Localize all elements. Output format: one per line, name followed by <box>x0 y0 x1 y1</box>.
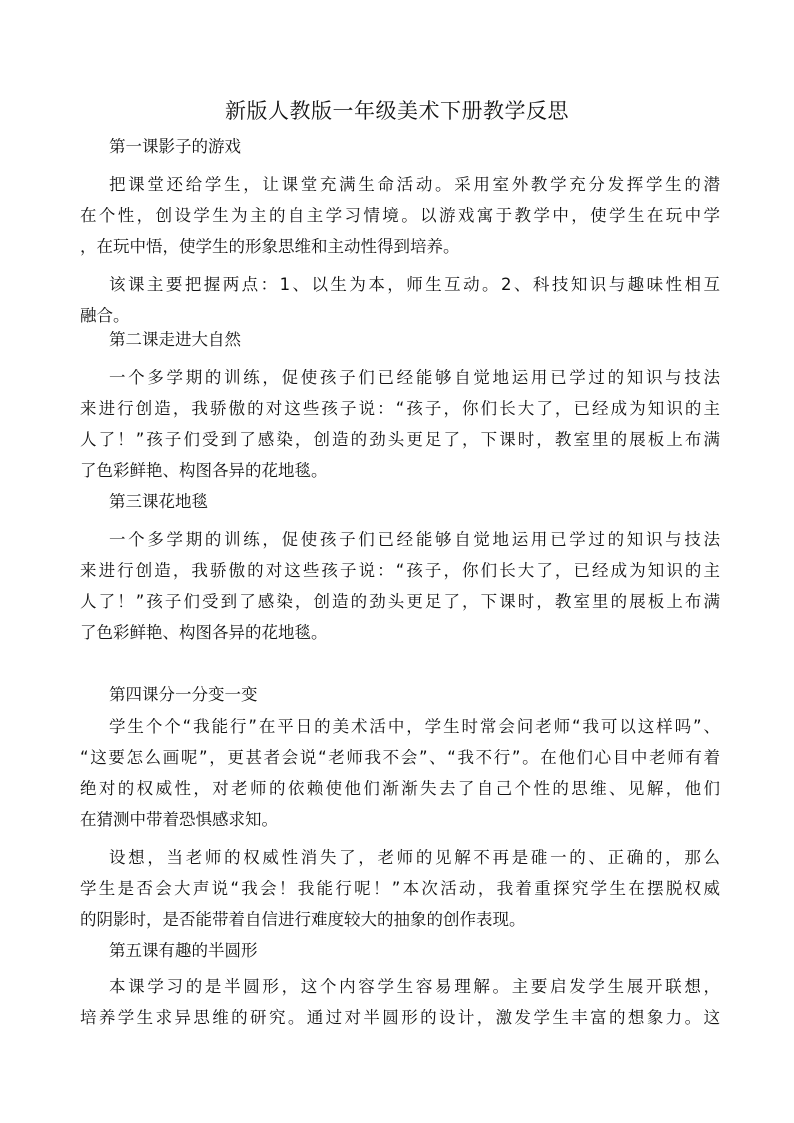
paragraph-line: 来进行创造，我骄傲的对这些孩子说：“孩子，你们长大了，已经成为知识的主 <box>80 561 720 580</box>
paragraph-line: 在猜测中带着恐惧感求知。 <box>80 810 278 829</box>
lesson-4-heading: 第四课分一分变一变 <box>109 685 258 704</box>
lesson-2-heading: 第二课走进大自然 <box>109 330 241 349</box>
paragraph-line: 在个性，创设学生为主的自主学习情境。以游戏寓于教学中，使学生在玩中学 <box>80 206 720 225</box>
paragraph-line: ，在玩中悟，使学生的形象思维和主动性得到培养。 <box>80 237 460 256</box>
paragraph-line: 来进行创造，我骄傲的对这些孩子说：“孩子，你们长大了，已经成为知识的主 <box>80 399 720 418</box>
paragraph-line: 了色彩鲜艳、构图各异的花地毯。 <box>80 623 328 642</box>
paragraph-line: 学生个个“我能行”在平日的美术活中，学生时常会问老师“我可以这样吗”、 <box>109 717 720 736</box>
paragraph-line: 培养学生求异思维的研究。通过对半圆形的设计，激发学生丰富的想象力。这 <box>80 1008 720 1027</box>
lesson-1-heading: 第一课影子的游戏 <box>109 137 241 156</box>
paragraph-line: 融合。 <box>80 306 130 325</box>
paragraph-line: 把课堂还给学生，让课堂充满生命活动。采用室外教学充分发挥学生的潜 <box>109 175 720 194</box>
lesson-3-heading: 第三课花地毯 <box>109 492 208 511</box>
document-title: 新版人教版一年级美术下册教学反思 <box>225 99 569 123</box>
paragraph-line: 一个多学期的训练，促使孩子们已经能够自觉地运用已学过的知识与技法 <box>109 530 720 549</box>
paragraph-line: 该课主要把握两点：1、以生为本，师生互动。2、科技知识与趣味性相互 <box>109 275 720 294</box>
paragraph-line: 了色彩鲜艳、构图各异的花地毯。 <box>80 461 328 480</box>
paragraph-line: “这要怎么画呢”，更甚者会说“老师我不会”、“我不行”。在他们心目中老师有着 <box>80 748 720 767</box>
paragraph-line: 一个多学期的训练，促使孩子们已经能够自觉地运用已学过的知识与技法 <box>109 368 720 387</box>
lesson-5-heading: 第五课有趣的半圆形 <box>109 941 258 960</box>
paragraph-line: 学生是否会大声说“我会！我能行呢！”本次活动，我着重探究学生在摆脱权威 <box>80 879 720 898</box>
paragraph-line: 的阴影时，是否能带着自信进行难度较大的抽象的创作表现。 <box>80 910 526 929</box>
paragraph-line: 人了！”孩子们受到了感染，创造的劲头更足了，下课时，教室里的展板上布满 <box>80 592 720 611</box>
paragraph-line: 人了！”孩子们受到了感染，创造的劲头更足了，下课时，教室里的展板上布满 <box>80 430 720 449</box>
paragraph-line: 设想，当老师的权威性消失了，老师的见解不再是碓一的、正确的，那么 <box>109 848 720 867</box>
paragraph-line: 绝对的权威性，对老师的依赖使他们渐渐失去了自己个性的思维、见解，他们 <box>80 779 720 798</box>
paragraph-line: 本课学习的是半圆形，这个内容学生容易理解。主要启发学生展开联想， <box>109 977 720 996</box>
